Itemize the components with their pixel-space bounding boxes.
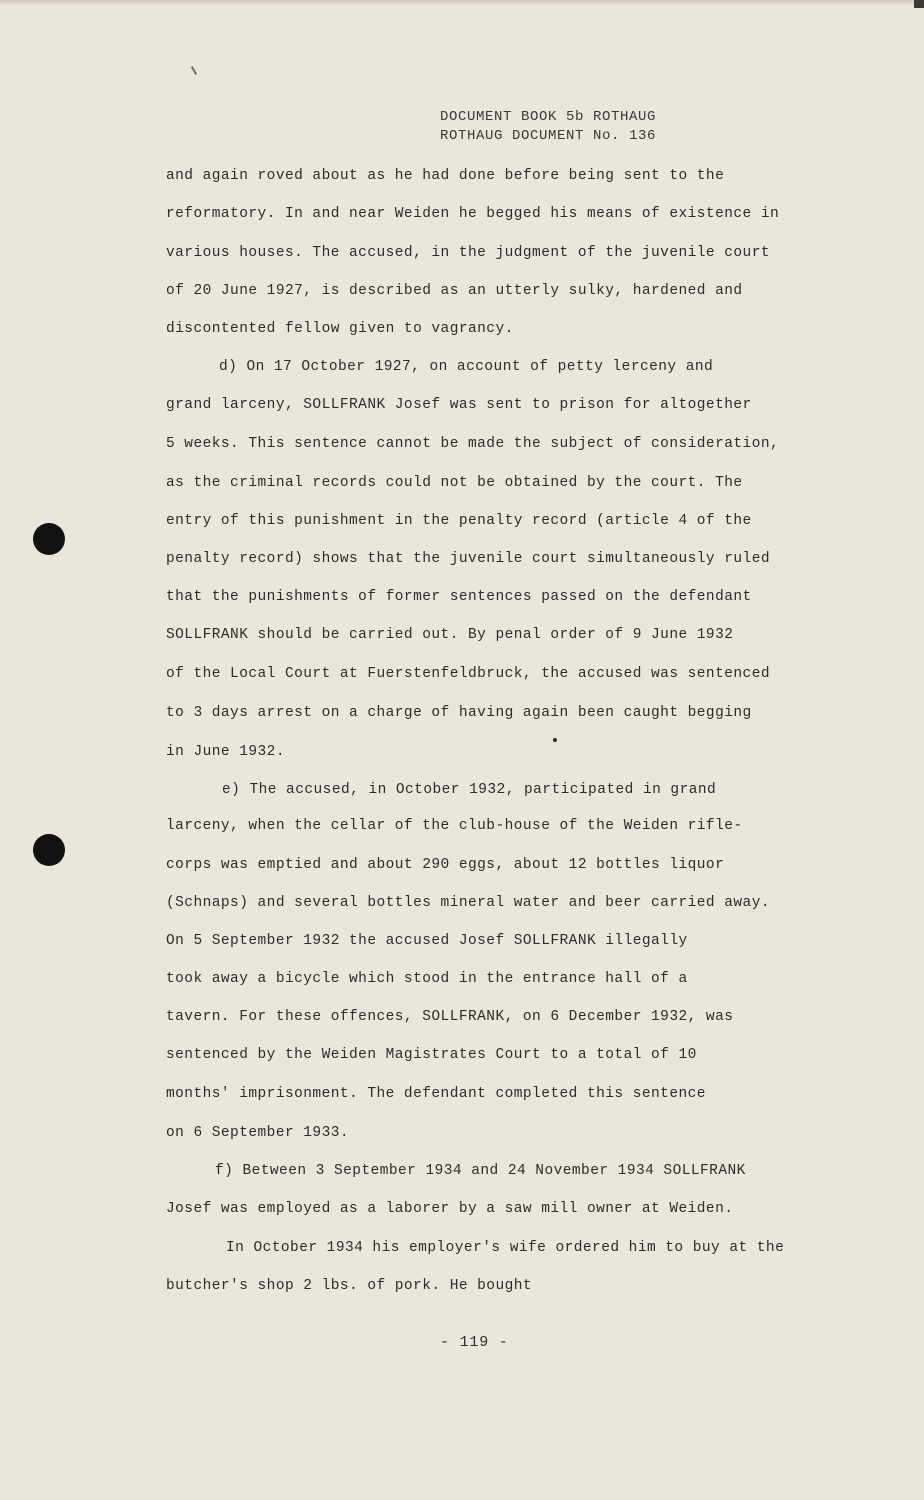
body-line: reformatory. In and near Weiden he begged his means of existence in: [166, 206, 780, 222]
body-line: in June 1932.: [166, 744, 285, 760]
ink-dot: [553, 738, 557, 742]
body-line: grand larceny, SOLLFRANK Josef was sent to prison for altogether: [166, 397, 752, 413]
body-line: sentenced by the Weiden Magistrates Court to a total of 10: [166, 1047, 697, 1063]
body-line: as the criminal records could not be obtained by the court. The: [166, 475, 743, 491]
punch-hole-lower: [33, 834, 65, 866]
body-line: of the Local Court at Fuerstenfeldbruck, the accused was sentenced: [166, 666, 770, 682]
body-line: on 6 September 1933.: [166, 1125, 350, 1141]
header-document-book: DOCUMENT BOOK 5b ROTHAUG: [440, 109, 657, 125]
body-line: penalty record) shows that the juvenile court simultaneously ruled: [166, 551, 770, 567]
body-line: months' imprisonment. The defendant completed this sentence: [166, 1086, 706, 1102]
body-line: On 5 September 1932 the accused Josef SOLLFRANK illegally: [166, 933, 688, 949]
body-line: to 3 days arrest on a charge of having again been caught begging: [166, 705, 752, 721]
body-line: larceny, when the cellar of the club-house of the Weiden rifle-: [166, 818, 743, 834]
body-line: f) Between 3 September 1934 and 24 November 1934 SOLLFRANK: [215, 1163, 746, 1179]
stray-pen-mark: [191, 66, 197, 75]
body-line: e) The accused, in October 1932, participated in grand: [222, 782, 717, 798]
body-line: and again roved about as he had done before being sent to the: [166, 168, 725, 184]
body-line: of 20 June 1927, is described as an utterly sulky, hardened and: [166, 283, 743, 299]
body-line: discontented fellow given to vagrancy.: [166, 321, 514, 337]
page-number: - 119 -: [440, 1334, 509, 1351]
body-line: that the punishments of former sentences passed on the defendant: [166, 589, 752, 605]
document-header: [440, 108, 656, 146]
body-line: various houses. The accused, in the judgment of the juvenile court: [166, 245, 770, 261]
body-line: 5 weeks. This sentence cannot be made the subject of consideration,: [166, 436, 780, 452]
body-line: d) On 17 October 1927, on account of petty lerceny and: [219, 359, 714, 375]
header-document-number: ROTHAUG DOCUMENT No. 136: [440, 128, 657, 144]
body-line: butcher's shop 2 lbs. of pork. He bought: [166, 1278, 533, 1294]
body-line: SOLLFRANK should be carried out. By penal order of 9 June 1932: [166, 627, 734, 643]
body-line: Josef was employed as a laborer by a saw mill owner at Weiden.: [166, 1201, 734, 1217]
body-line: entry of this punishment in the penalty record (article 4 of the: [166, 513, 752, 529]
body-line: corps was emptied and about 290 eggs, about 12 bottles liquor: [166, 857, 725, 873]
body-line: tavern. For these offences, SOLLFRANK, on 6 December 1932, was: [166, 1009, 734, 1025]
body-line: (Schnaps) and several bottles mineral water and beer carried away.: [166, 895, 770, 911]
body-line: In October 1934 his employer's wife ordered him to buy at the: [226, 1240, 785, 1256]
body-line: took away a bicycle which stood in the entrance hall of a: [166, 971, 688, 987]
page-top-edge: [0, 0, 924, 6]
punch-hole-upper: [33, 523, 65, 555]
corner-mark: [914, 0, 924, 8]
